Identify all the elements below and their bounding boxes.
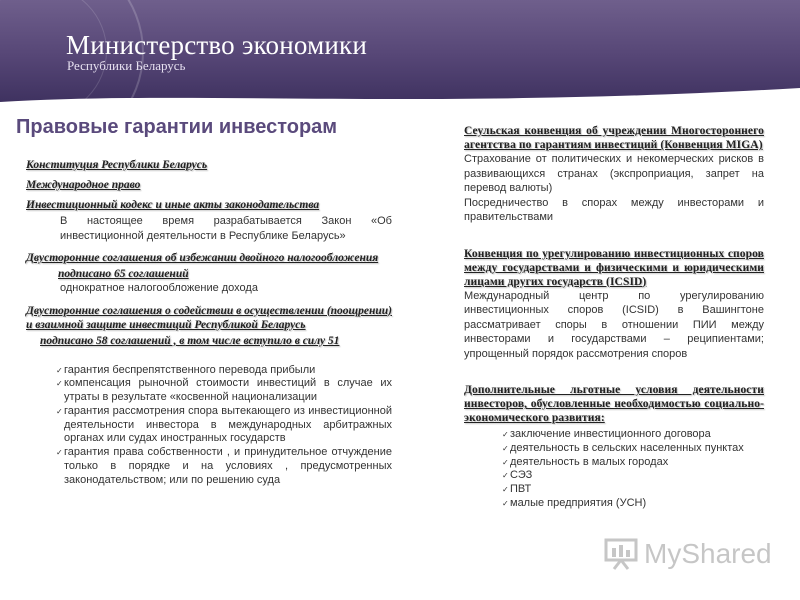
- section-heading: Конституция Республики Беларусь: [26, 159, 208, 171]
- miga-heading: Сеульская конвенция об учреждении Многостороннего агентства по гарантиям инвестиций (Конвенция MIGA): [464, 125, 764, 151]
- list-item: ✓ деятельность в малых городах: [502, 455, 669, 468]
- ministry-title: Министерство экономики: [66, 30, 367, 60]
- header-wave: [0, 80, 800, 120]
- icsid-text: Международный центр по урегулированию инвестиционных споров (ICSID) в Вашингтоне рассматривает споры в отношении ПИИ между инвесторами и государствами – реципиентами; упрощенный порядок рассмотрения споров: [464, 289, 764, 360]
- check-icon: ✓: [56, 448, 63, 458]
- check-icon: ✓: [502, 471, 509, 481]
- section-heading: Двусторонние соглашения об избежании двойного налогообложения: [26, 252, 379, 264]
- list-item: ✓ ПВТ: [502, 483, 532, 496]
- section-heading: Двусторонние соглашения о содействии в осуществлении (поощрении) и взаимной защите инвестиций Республикой Беларусь: [26, 304, 392, 331]
- agreements-count: подписано 65 соглашений: [58, 268, 189, 280]
- check-icon: ✓: [502, 443, 509, 453]
- list-item: ✓ гарантия права собственности , и принудительное отчуждение только в порядке и на условиях , предусмотренных законодательством; или по решению суда: [56, 446, 392, 486]
- list-item: ✓ компенсация рыночной стоимости инвестиций в случае их утраты в результате «косвенной национализации: [56, 377, 392, 404]
- check-icon: ✓: [502, 457, 509, 467]
- list-item: ✓ гарантия рассмотрения спора вытекающего из инвестиционной деятельности инвестора в международных арбитражных органах или судах иностранных государств: [56, 404, 392, 445]
- list-item: ✓ малые предприятия (УСН): [502, 496, 647, 509]
- miga-text: Посредничество в спорах между инвесторами и правительствами: [464, 196, 764, 223]
- extra-conditions-heading: Дополнительные льготные условия деятельности инвесторов, обусловленные необходимостью социально-экономического развития:: [464, 384, 764, 424]
- presentation-icon: [604, 536, 640, 570]
- agreements-count: подписано 58 соглашений , в том числе вступило в силу 51: [40, 334, 340, 347]
- list-item: ✓ СЭЗ: [502, 469, 533, 482]
- section-text: однократное налогообложение дохода: [60, 282, 258, 294]
- ministry-subtitle: Республики Беларусь: [67, 58, 186, 73]
- icsid-heading: Конвенция по урегулированию инвестиционных споров между государствами и физическими и юридическими лицами других государств (ICSID): [464, 247, 764, 288]
- check-icon: ✓: [502, 498, 509, 508]
- watermark: [604, 536, 774, 576]
- section-heading: Международное право: [26, 179, 141, 191]
- section-heading: Инвестиционный кодекс и иные акты законодательства: [26, 199, 320, 211]
- check-icon: ✓: [56, 365, 63, 375]
- list-item: ✓ гарантия беспрепятственного перевода прибыли: [56, 363, 316, 376]
- check-icon: ✓: [502, 430, 509, 439]
- check-icon: ✓: [56, 379, 63, 389]
- watermark-text: MyShared: [644, 538, 772, 569]
- list-item: ✓ деятельность в сельских населенных пунктах: [502, 441, 744, 454]
- miga-text: Страхование от политических и некомерческих рисков в развивающихся странах (экспроприация, запрет на перевод валюты): [464, 153, 764, 194]
- guarantees-list: [26, 364, 392, 488]
- extra-conditions-list: [464, 428, 764, 511]
- check-icon: ✓: [502, 485, 509, 495]
- section-text: В настоящее время разрабатывается Закон «Об инвестиционной деятельности в Республике Беларусь»: [60, 215, 392, 242]
- list-item: ✓ заключение инвестиционного договора: [502, 428, 711, 440]
- right-column: [464, 124, 764, 511]
- check-icon: ✓: [56, 406, 63, 416]
- page-title: Правовые гарантии инвесторам: [16, 116, 338, 138]
- left-column: [26, 158, 392, 488]
